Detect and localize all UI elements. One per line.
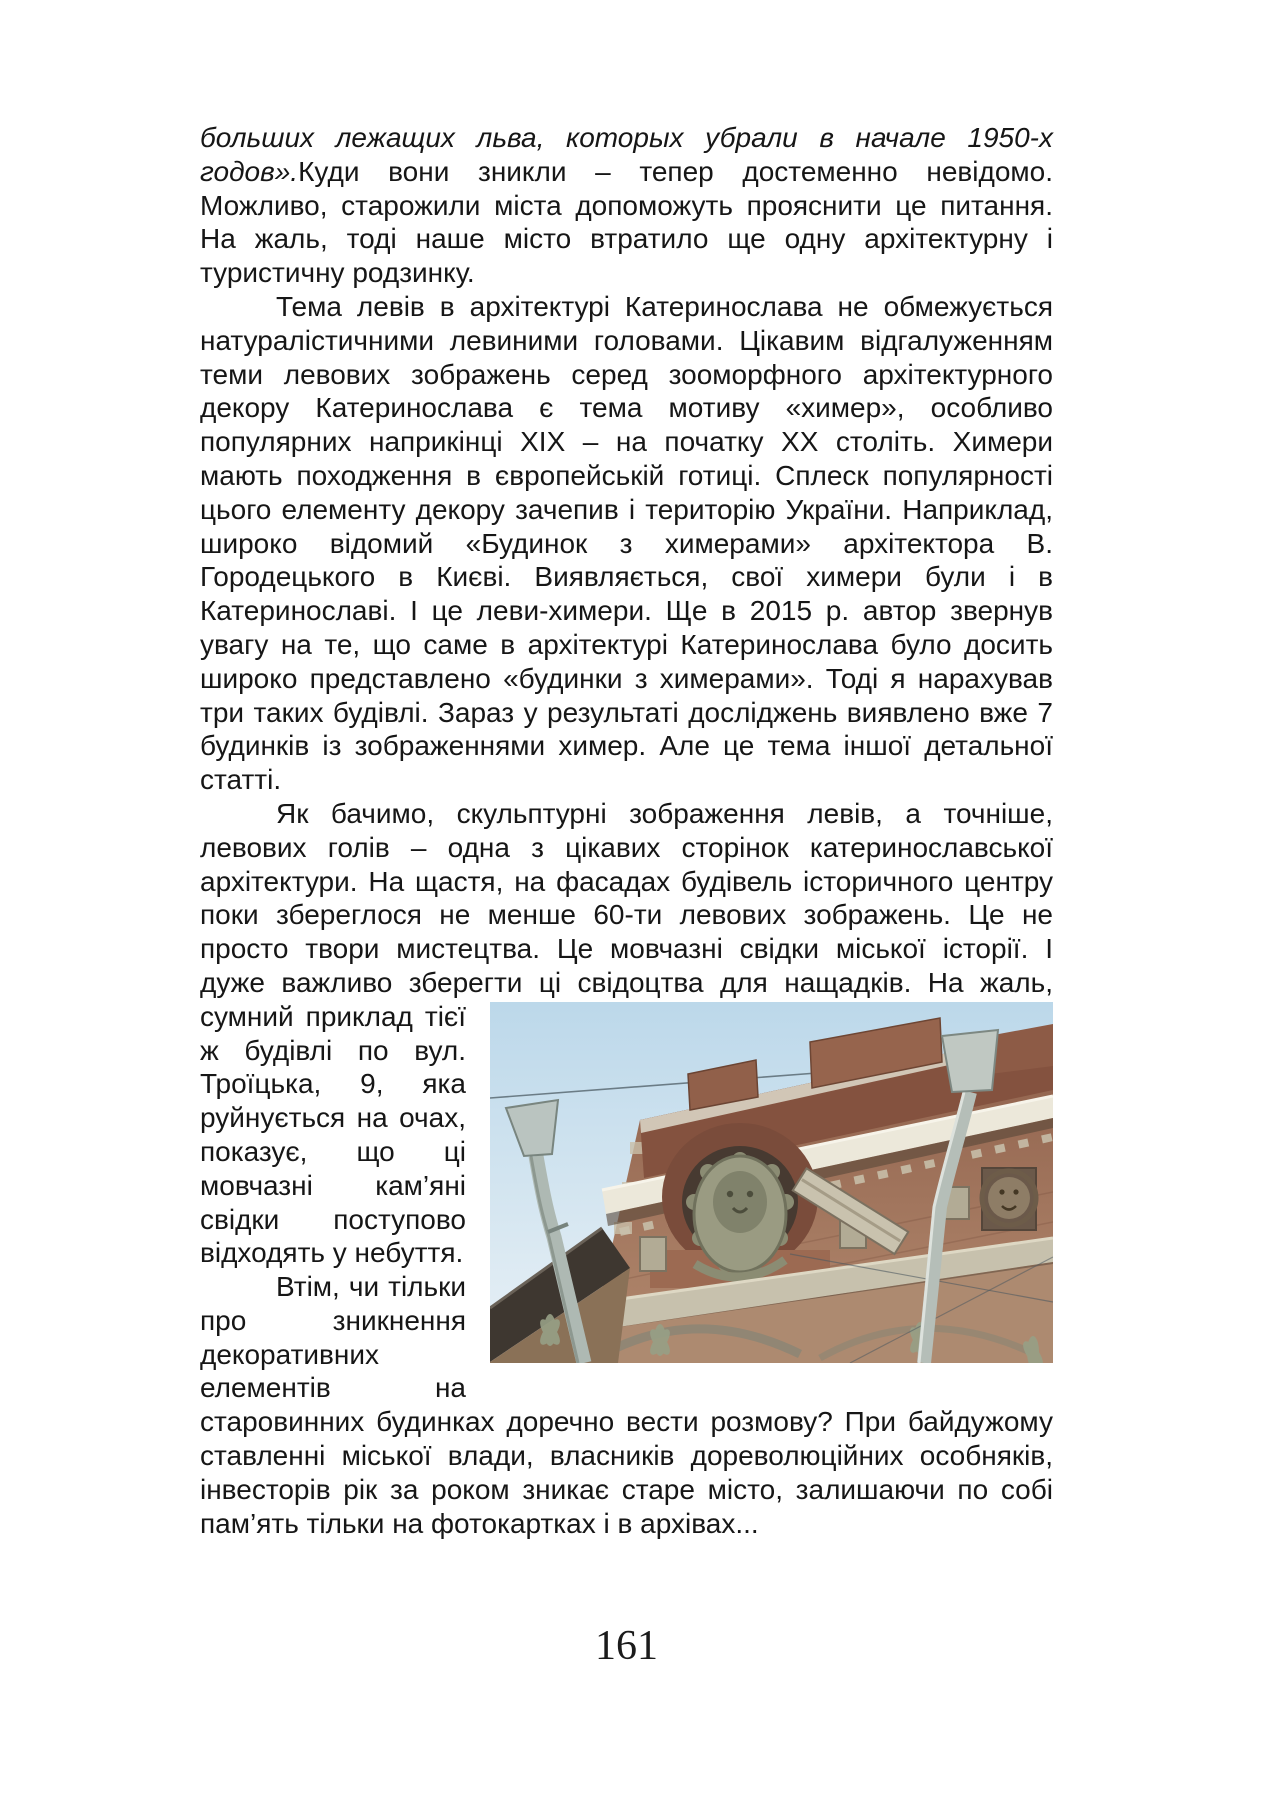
paragraph-3-before-photo: Як бачимо, скульптурні зображення левів, а точніше, левових голів – одна з цікавих сторінок катеринославської архітектури. На щастя, на фасадах будівель історичного центру поки збереглося не менше 60-ти левових зображень. Це не просто твори мистецтва. Це мовчазні свідки міської історії. І дуже важливо зберегти ці свідоцтва для xyxy=(200,797,1053,998)
paragraph-1-quote: больших лежащих льва, которых убрали в начале 1950-х годов». xyxy=(200,122,1053,187)
paragraph-3-after-photo: нащадків. На жаль, сумний приклад тієї ж будівлі по вул. Троїцька, 9, яка руйнується на очах, показує, що ці мовчазні кам’яні свідки поступово відходять у небуття. xyxy=(200,966,1053,1269)
photo-cartouche xyxy=(686,1152,794,1285)
paragraph-4: Втім, чи тільки про зникнення декоративних елементів на старовинних будинках доречно вести розмову? При байдужому ставленні міської влади, власників дореволюційних особняків, інвесторів рік за роком зникає старе місто, залишаючи по собі пам’ять тільки на фотокартках і в архівах... xyxy=(200,1271,1053,1539)
paragraph-1-text: Куди вони зникли – тепер достеменно невідомо. Можливо, старожили міста допоможуть прояснити це питання. На жаль, тоді наше місто втратило ще одну архітектурну і туристичну родзинку. xyxy=(200,155,1053,289)
paragraph-3 xyxy=(200,797,1053,1270)
paragraph-2: Тема левів в архітектурі Катеринослава не обмежується натуралістичними левиними головами. Цікавим відгалуженням теми левових зображень серед зооморфного архітектурного декору Катеринослава є тема мотиву «химер», особливо популярних наприкінці XIX – на початку XX століть. Химери мають походження в європейській готиці. Сплеск популярності цього елементу декору зачепив і територію України. Наприклад, широко відомий «Будинок з химерами» архітектора В. Городецького в Києві. Виявляється, свої химери були і в Катеринославі. І це леви-химери. Ще в 2015 р. автор звернув увагу на те, що саме в архітектурі Катеринослава було досить широко представлено «будинки з химерами». Тоді я нарахував три таких будівлі. Зараз у результаті досліджень виявлено вже 7 будинків із зображеннями химер. Але це тема іншої детальної статті. xyxy=(200,290,1053,796)
building-photo-graphic xyxy=(490,1002,1053,1363)
building-photo xyxy=(490,1002,1053,1363)
paragraph-1 xyxy=(200,121,1053,290)
page-number: 161 xyxy=(595,1623,658,1669)
text-column xyxy=(200,121,1053,1540)
photo-lion-mascaron xyxy=(982,1168,1036,1230)
